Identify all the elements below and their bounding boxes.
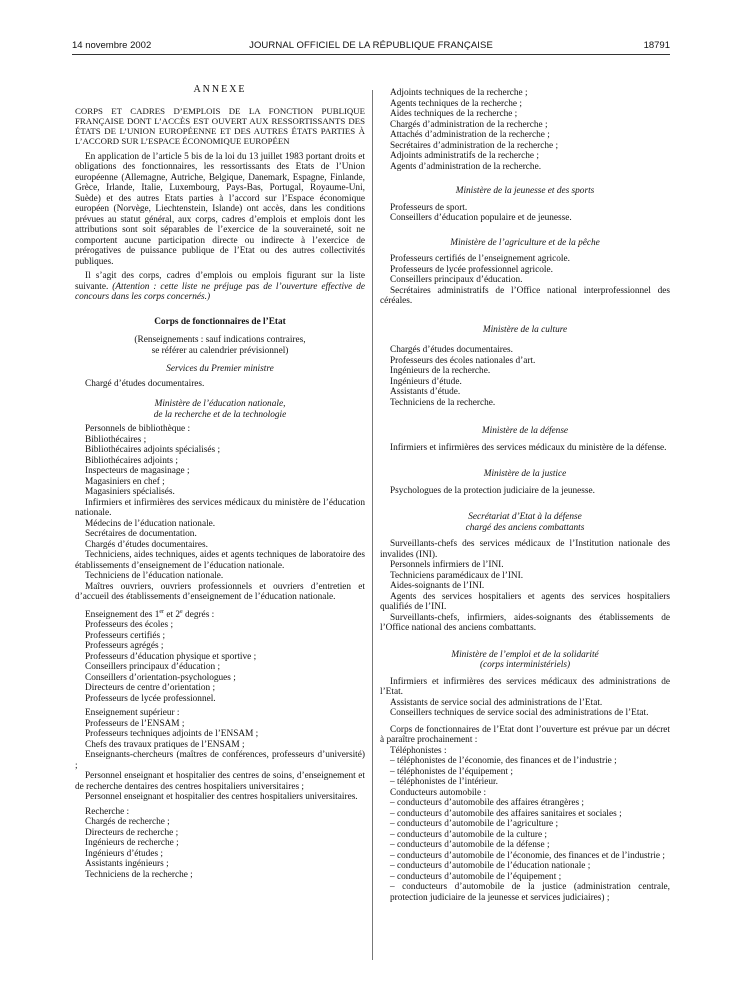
- list-item: Professeurs de l’ENSAM ;: [85, 718, 185, 729]
- list-item: Ingénieurs d’étude.: [390, 376, 462, 387]
- list-item-text: conducteurs d’automobile de l’équipement ;: [396, 871, 562, 882]
- list-item: Techniciens paramédicaux de l’INI.: [390, 570, 524, 581]
- conducteurs-label: Conducteurs automobile :: [390, 787, 487, 798]
- list-item: Chargés de recherche ;: [85, 817, 170, 828]
- list-item: – conducteurs d’automobile de l’éducation nationale ;: [390, 861, 591, 871]
- list-item: Professeurs de sport.: [390, 202, 468, 213]
- annexe-heading: CORPS ET CADRES D’EMPLOIS DE LA FONCTION PUBLIQUE FRANÇAISE DONT L’ACCÈS EST OUVERT AUX RESSORTISSANTS DES ÉTATS DE L’UNION EUROPÉENNE ET DES AUTRES ÉTATS PARTIES À L’ACCORD SUR L’ESPACE ÉCONOMIQUE EUROPÉEN: [75, 105, 365, 146]
- list-item: Enseignants-chercheurs (maîtres de conférences, professeurs d’université) ;: [75, 750, 365, 771]
- list-item: Attachés d’administration de la recherche ;: [390, 130, 550, 140]
- liste-text: Il s’agit des corps, cadres d’emplois ou emplois figurant sur la liste suivante.: [75, 271, 365, 292]
- annexe-title: ANNEXE: [193, 84, 247, 95]
- enseignement-list: [75, 607, 365, 705]
- list-item-text: téléphonistes de l’équipement ;: [396, 766, 513, 777]
- list-item: Assistants d’étude.: [390, 387, 461, 397]
- list-item-text: conducteurs d’automobile de la défense ;: [396, 840, 550, 850]
- section-title-justice: Ministère de la justice: [483, 469, 567, 479]
- list-item-text: conducteurs d’automobile des affaires étrangères ;: [396, 798, 584, 808]
- list-item: – conducteurs d’automobile des affaires étrangères ;: [390, 798, 584, 808]
- list-item: Conseillers principaux d’éducation ;: [85, 662, 221, 673]
- list-item: Techniciens de la recherche ;: [85, 869, 193, 880]
- list-item: Aides-soignants de l’INI.: [390, 581, 485, 591]
- list-item-text: téléphonistes de l’économie, des finances et de l’industrie ;: [396, 756, 617, 766]
- list-item: Directeurs de centre d’orientation ;: [85, 683, 216, 694]
- intro-paragraph: En application de l’article 5 bis de la loi du 13 juillet 1983 portant droits et obligations des fonctionnaires, les ressortissants des Etats de l’Union européenne (Allemagne, Autriche, Belgique, Danemark, Espagne, Finlande, Grèce, Irlande, Italie, Luxembourg, Pays-Bas, Portugal, Royaume-Uni, Suède) et des autres Etats parties à l’accord sur l’Espace économique européen (Norvège, Liechtenstein, Islande) ont accès, dans les conditions prévues au statut général, aux corps, cadres d’emplois et emplois dont les attributions sont soit séparables de l’exercice de la souveraineté, soit ne comportent aucune participation directe ou indirecte à l’exercice de prérogatives de puissance publique de l’Etat ou des autres collectivités publiques.: [75, 151, 365, 267]
- list-item: Chargés d’études documentaires.: [85, 539, 208, 550]
- list-item: Surveillants-chefs, infirmiers, aides-soignants des établissements de l’Office national des anciens combattants.: [380, 612, 670, 633]
- justice-list: [380, 486, 670, 497]
- agriculture-list: [380, 254, 670, 307]
- list-item: Conseillers d’éducation populaire et de jeunesse.: [390, 213, 572, 223]
- emploi-list: [380, 677, 670, 719]
- section-title-jeunesse: Ministère de la jeunesse et des sports: [455, 186, 595, 196]
- journal-title: JOURNAL OFFICIEL DE LA RÉPUBLIQUE FRANÇAISE: [249, 40, 493, 51]
- list-item: Enseignement des 1er et 2e degrés :: [85, 608, 215, 620]
- list-item-text: conducteurs d’automobile de l’économie, des finances et de l’industrie ;: [396, 850, 665, 861]
- corps-etat-title: Corps de fonctionnaires de l’Etat: [154, 316, 286, 327]
- list-item: Secrétaires de documentation.: [85, 529, 197, 539]
- list-item: Surveillants-chefs des services médicaux de l’Institution nationale des invalides (INI).: [380, 539, 670, 560]
- list-item: – conducteurs d’automobile de l’agriculture ;: [390, 819, 559, 829]
- header-date: 14 novembre 2002: [72, 40, 152, 51]
- list-item: Personnel enseignant et hospitalier des centres hospitaliers universitaires.: [85, 792, 358, 803]
- list-item: Magasiniers en chef ;: [85, 476, 165, 487]
- list-item: – conducteurs d’automobile de l’équipement ;: [390, 871, 562, 882]
- culture-list: [380, 345, 670, 408]
- list-item: – conducteurs d’automobile de la culture ;: [390, 829, 547, 840]
- list-item: Personnel enseignant et hospitalier des centres de soins, d’enseignement et de recherche dentaires des centres hospitaliers universitaires ;: [75, 771, 365, 792]
- renseignements-line-2: se référer au calendrier prévisionnel): [151, 345, 289, 356]
- list-item: Infirmiers et infirmières des services médicaux du ministère de la défense.: [390, 442, 667, 453]
- list-item: Agents des services hospitaliers et agents des services hospitaliers qualifiés de l’INI.: [380, 591, 670, 612]
- list-item: Ingénieurs de la recherche.: [390, 366, 491, 376]
- list-item: Bibliothécaires adjoints spécialisés ;: [85, 445, 221, 455]
- list-item: Professeurs agrégés ;: [85, 641, 164, 652]
- list-item: Assistants de service social des administrations de l’Etat.: [390, 697, 603, 708]
- liste-note: (Attention : cette liste ne préjuge pas de l’ouverture effective de concours dans les corps concernés.): [75, 281, 365, 302]
- list-item: – téléphonistes de l’équipement ;: [390, 766, 513, 777]
- anciens-list: [380, 539, 670, 634]
- list-item: Ingénieurs d’études ;: [85, 848, 163, 859]
- left-column: [75, 85, 365, 880]
- superieur-list: [75, 708, 365, 803]
- section-title-pm: Services du Premier ministre: [166, 364, 274, 374]
- right-column: [380, 88, 670, 903]
- list-item: Psychologues de la protection judiciaire de la jeunesse.: [390, 485, 595, 496]
- list-item: Bibliothécaires adjoints ;: [85, 455, 178, 466]
- section-title-emploi-1: Ministère de l’emploi et de la solidarité: [451, 649, 599, 660]
- list-item: Adjoints techniques de la recherche ;: [390, 88, 528, 98]
- section-title-anciens-1: Secrétariat d’Etat à la défense: [468, 512, 582, 522]
- list-item: Assistants ingénieurs ;: [85, 859, 169, 870]
- list-item: Conseillers d’orientation-psychologues ;: [85, 672, 236, 683]
- list-item: Conseillers techniques de service social des administrations de l’Etat.: [390, 708, 649, 718]
- list-item: Médecins de l’éducation nationale.: [85, 518, 216, 529]
- list-item-text: conducteurs d’automobile de la justice (administration centrale, protection judiciaire de la jeunesse et services judiciaires) ;: [390, 882, 670, 903]
- column-divider: [372, 90, 373, 960]
- jeunesse-list: [380, 203, 670, 224]
- recherche-continued-list: [380, 88, 670, 172]
- education-list: [75, 424, 365, 603]
- list-item: Chargé d’études documentaires.: [85, 378, 205, 389]
- list-item: Chargés d’administration de la recherche ;: [390, 119, 548, 130]
- liste-paragraph: [75, 271, 365, 303]
- list-item: Recherche :: [85, 806, 130, 817]
- list-item: – téléphonistes de l’intérieur.: [390, 777, 498, 787]
- list-item: Chefs des travaux pratiques de l’ENSAM ;: [85, 739, 245, 750]
- recherche-list: [75, 807, 365, 881]
- defense-list: [380, 443, 670, 454]
- decret-paragraph: Corps de fonctionnaires de l’Etat dont l’ouverture est prévue par un décret à paraître prochainement :: [380, 724, 670, 745]
- list-item: Directeurs de recherche ;: [85, 827, 179, 838]
- section-title-culture: Ministère de la culture: [482, 324, 568, 335]
- list-item: Professeurs des écoles ;: [85, 620, 174, 631]
- list-item: – conducteurs d’automobile des affaires sanitaires et sociales ;: [390, 808, 622, 819]
- list-item: – conducteurs d’automobile de la justice (administration centrale, protection judiciaire de la jeunesse et services judiciaires) ;: [390, 882, 670, 903]
- list-item: Inspecteurs de magasinage ;: [85, 466, 190, 476]
- page-number: 18791: [643, 40, 670, 51]
- list-item: Professeurs techniques adjoints de l’ENSAM ;: [85, 729, 259, 740]
- section-title-agriculture: Ministère de l’agriculture et de la pêche: [450, 237, 600, 248]
- list-item: Personnels de bibliothèque :: [85, 424, 191, 434]
- renseignements-line-1: (Renseignements : sauf indications contraires,: [134, 335, 306, 345]
- section-title-emploi-2: (corps interministériels): [479, 660, 571, 670]
- list-item: Professeurs d’éducation physique et sportive ;: [85, 651, 257, 662]
- list-item: – conducteurs d’automobile de l’économie, des finances et de l’industrie ;: [390, 850, 665, 861]
- list-item: Maîtres ouvriers, ouvriers professionnels et ouvriers d’entretien et d’accueil des établissements d’enseignement de l’éducation nationale.: [75, 581, 365, 602]
- list-item: Infirmiers et infirmières des services médicaux du ministère de l’éducation nationale.: [75, 497, 365, 518]
- list-item: Conseillers principaux d’éducation.: [390, 275, 523, 285]
- list-item-text: conducteurs d’automobile de l’agriculture ;: [396, 819, 559, 829]
- list-item: Techniciens de la recherche.: [390, 397, 496, 408]
- list-item: Agents d’administration de la recherche.: [390, 161, 542, 172]
- list-item: Professeurs certifiés ;: [85, 630, 166, 641]
- section-title-anciens-2: chargé des anciens combattants: [465, 522, 585, 533]
- section-title-education-1: Ministère de l’éducation nationale,: [154, 399, 286, 409]
- telephonistes-label: Téléphonistes :: [390, 745, 447, 756]
- list-item: Professeurs de lycée professionnel.: [85, 693, 216, 704]
- list-item: Enseignement supérieur :: [85, 708, 180, 719]
- list-item: Bibliothécaires ;: [85, 434, 147, 445]
- list-item: Techniciens de l’éducation nationale.: [85, 571, 224, 581]
- list-item: Adjoints administratifs de la recherche ;: [390, 151, 539, 161]
- list-item: Professeurs certifiés de l’enseignement agricole.: [390, 254, 570, 264]
- page-header: [72, 40, 670, 54]
- list-item: – téléphonistes de l’économie, des finances et de l’industrie ;: [390, 756, 617, 766]
- section-title-defense: Ministère de la défense: [481, 426, 569, 436]
- list-item: Infirmiers et infirmières des services médicaux des administrations de l’Etat.: [380, 676, 670, 697]
- list-item-text: téléphonistes de l’intérieur.: [396, 777, 498, 787]
- list-item: Secrétaires administratifs de l’Office national interprofessionnel des céréales.: [380, 285, 670, 306]
- list-item: Aides techniques de la recherche ;: [390, 109, 518, 119]
- list-item: – conducteurs d’automobile de la défense ;: [390, 840, 550, 850]
- list-item: Professeurs de lycée professionnel agricole.: [390, 264, 553, 275]
- list-item-text: conducteurs d’automobile des affaires sanitaires et sociales ;: [396, 808, 622, 819]
- list-item: Techniciens, aides techniques, aides et agents techniques de laboratoire des établissements d’enseignement de l’éducation nationale.: [75, 550, 365, 571]
- list-item: Magasiniers spécialisés.: [85, 487, 175, 497]
- list-item: Professeurs des écoles nationales d’art.: [390, 355, 536, 366]
- list-item: Chargés d’études documentaires.: [390, 345, 513, 355]
- list-item: Personnels infirmiers de l’INI.: [390, 560, 504, 570]
- list-item: Agents techniques de la recherche ;: [390, 98, 522, 109]
- list-item-text: conducteurs d’automobile de la culture ;: [396, 829, 547, 840]
- list-item: Ingénieurs de recherche ;: [85, 838, 179, 849]
- header-rule: [72, 54, 670, 55]
- section-title-education-2: de la recherche et de la technologie: [153, 409, 287, 420]
- list-item: Secrétaires d’administration de la recherche ;: [390, 140, 559, 151]
- list-item-text: conducteurs d’automobile de l’éducation nationale ;: [396, 861, 591, 871]
